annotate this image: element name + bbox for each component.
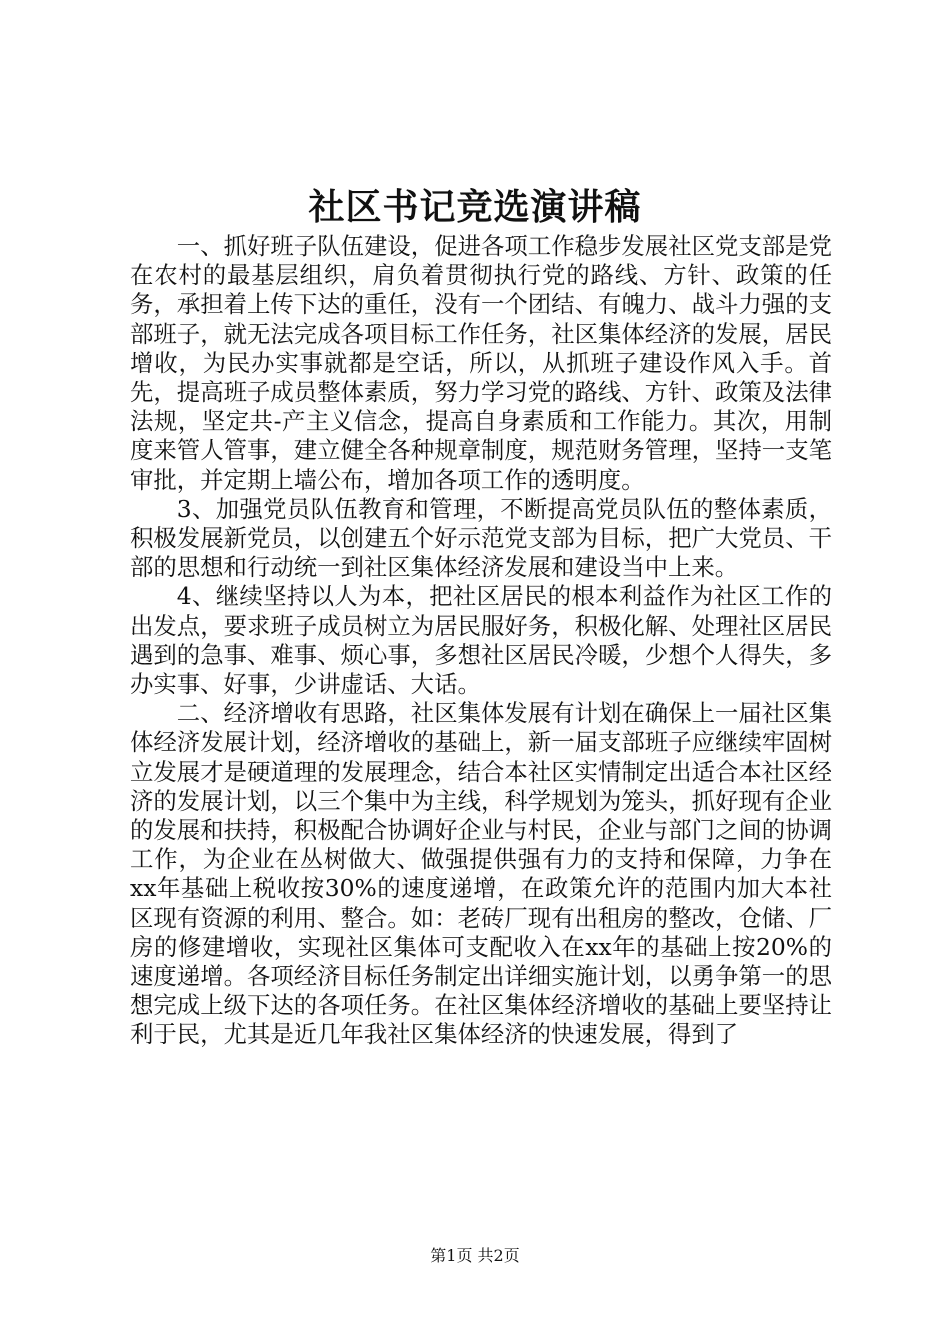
paragraph: 一、抓好班子队伍建设，促进各项工作稳步发展社区党支部是党在农村的最基层组织，肩负着贯彻执行党的路线、方针、政策的任务，承担着上传下达的重任，没有一个团结、有魄力、战斗力强的支部班子，就无法完成各项目标工作任务，社区集体经济的发展，居民增收，为民办实事就都是空话，所以，从抓班子建设作风入手。首先，提高班子成员整体素质，努力学习党的路线、方针、政策及法律法规，坚定共-产主义信念，提高自身素质和工作能力。其次，用制度来管人管事，建立健全各种规章制度，规范财务管理，坚持一支笔审批，并定期上墙公布，增加各项工作的透明度。 xyxy=(130,232,832,494)
paragraph: 3、加强党员队伍教育和管理，不断提高党员队伍的整体素质，积极发展新党员，以创建五个好示范党支部为目标，把广大党员、干部的思想和行动统一到社区集体经济发展和建设当中上来。 xyxy=(130,494,832,582)
page-number-footer: 第1页 共2页 xyxy=(430,1246,520,1265)
document-title: 社区书记竞选演讲稿 xyxy=(308,186,642,228)
document-body xyxy=(130,232,832,1050)
paragraph: 4、继续坚持以人为本，把社区居民的根本利益作为社区工作的出发点，要求班子成员树立为居民服好务，积极化解、处理社区居民遇到的急事、难事、烦心事，多想社区居民冷暖，少想个人得失，多办实事、好事，少讲虚话、大话。 xyxy=(130,582,832,699)
paragraph: 二、经济增收有思路，社区集体发展有计划在确保上一届社区集体经济发展计划，经济增收的基础上，新一届支部班子应继续牢固树立发展才是硬道理的发展理念，结合本社区实情制定出适合本社区经济的发展计划，以三个集中为主线，科学规划为笼头，抓好现有企业的发展和扶持，积极配合协调好企业与村民，企业与部门之间的协调工作，为企业在丛树做大、做强提供强有力的支持和保障，力争在xx年基础上税收按30%的速度递增，在政策允许的范围内加大本社区现有资源的利用、整合。如：老砖厂现有出租房的整改，仓储、厂房的修建增收，实现社区集体可支配收入在xx年的基础上按20%的速度递增。各项经济目标任务制定出详细实施计划，以勇争第一的思想完成上级下达的各项任务。在社区集体经济增收的基础上要坚持让利于民，尤其是近几年我社区集体经济的快速发展，得到了 xyxy=(130,699,832,1049)
